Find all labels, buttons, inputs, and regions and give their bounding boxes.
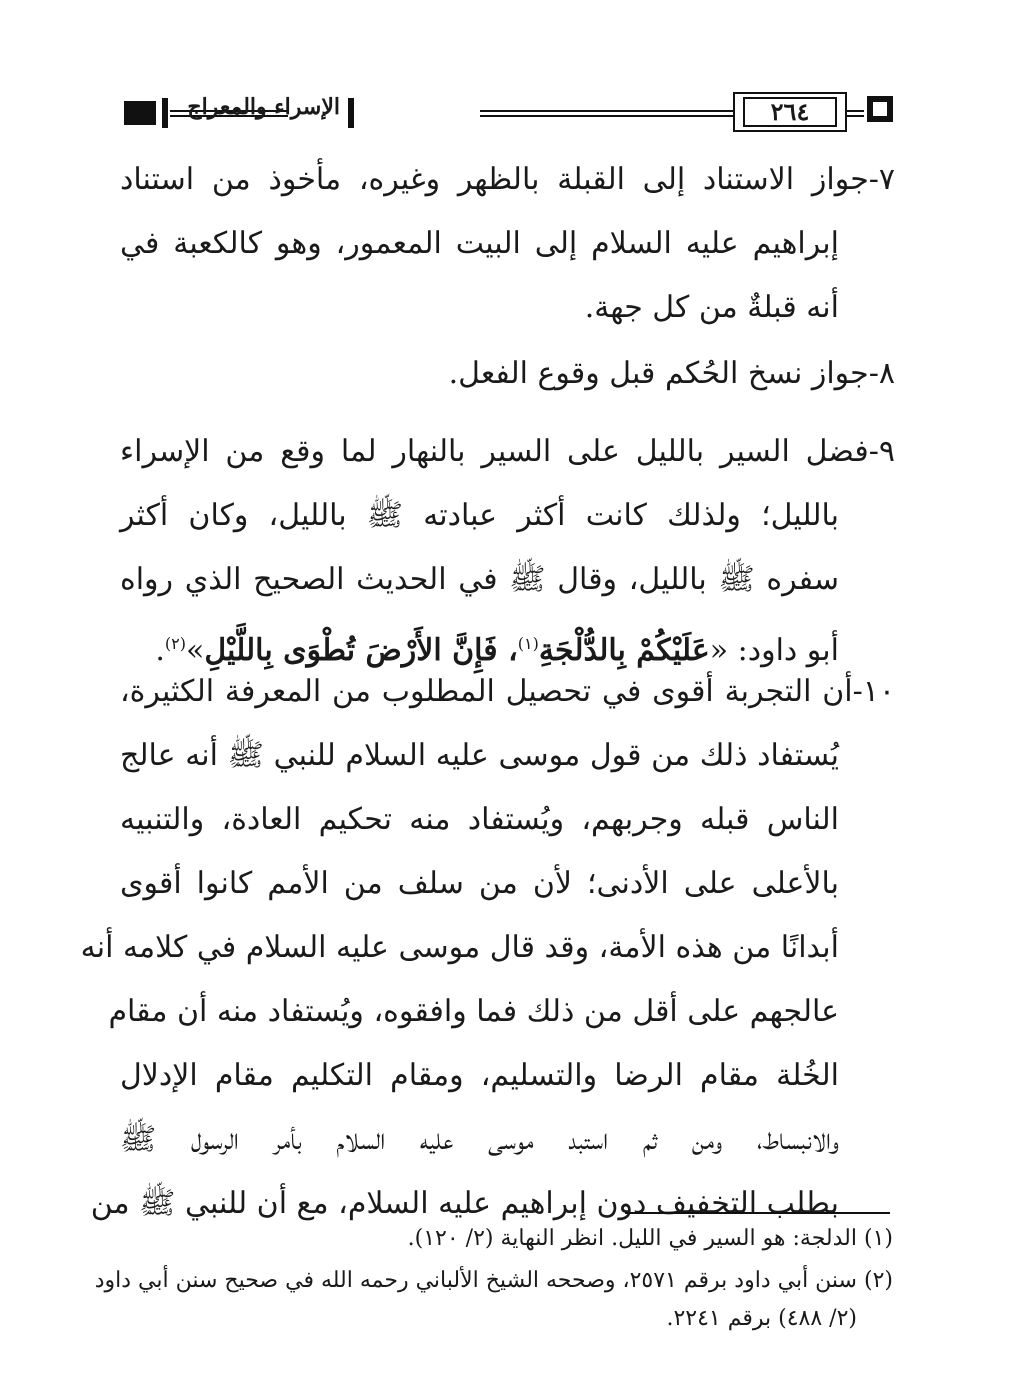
page-number: ٢٦٤	[770, 97, 810, 126]
list-item	[80, 660, 895, 1236]
header-rule	[846, 110, 864, 117]
text-line: إبراهيم عليه السلام إلى البيت المعمور، وهو كالكعبة في	[120, 226, 839, 261]
text-line: والانبساط، ومن ثم استبد موسى عليه السلام بأمر الرسول ﷺ	[120, 1122, 839, 1157]
list-item	[120, 342, 895, 406]
page-number-frame	[733, 92, 847, 132]
header-ornament-square	[124, 101, 156, 125]
running-header	[120, 90, 895, 140]
header-ornament-bar	[162, 98, 168, 128]
text-line: ٧-جواز الاستناد إلى القبلة بالظهر وغيره، مأخوذ من استناد	[120, 162, 895, 197]
list-item	[120, 420, 895, 676]
list-item	[120, 148, 895, 340]
text-line: الناس قبله وجربهم، ويُستفاد منه تحكيم العادة، والتنبيه	[120, 802, 839, 837]
text-line: أنه قبلةٌ من كل جهة.	[584, 290, 839, 325]
text-line: الخُلة مقام الرضا والتسليم، ومقام التكليم مقام الإدلال	[120, 1058, 839, 1093]
text-line: ٨-جواز نسخ الحُكم قبل وقوع الفعل.	[448, 356, 895, 391]
text-line: أبدانًا من هذه الأمة، وقد قال موسى عليه السلام في كلامه أنه	[80, 930, 839, 965]
footnote-ref: (١)	[517, 634, 539, 653]
text-line: ٩-فضل السير بالليل على السير بالنهار لما وقع من الإسراء	[120, 434, 895, 469]
header-ornament-box	[867, 96, 893, 122]
text-line: ١٠-أن التجربة أقوى في تحصيل المطلوب من المعرفة الكثيرة،	[120, 674, 895, 709]
hadith-text: فَإِنَّ الأَرْضَ تُطْوَى بِاللَّيْلِ	[204, 633, 498, 668]
hadith-intro: أبو داود: «	[709, 633, 839, 668]
text-line: بالأعلى على الأدنى؛ لأن من سلف من الأمم كانوا أقوى	[120, 866, 840, 901]
hadith-close: »	[185, 633, 205, 668]
hadith-separator: ،	[497, 633, 518, 668]
footnote-separator	[625, 1212, 890, 1214]
footnote-ref: (٢)	[164, 634, 186, 653]
header-rule	[480, 110, 735, 117]
text-line: يُستفاد ذلك من قول موسى عليه السلام للنبي ﷺ أنه عالج	[120, 738, 839, 773]
footnote: (٢/ ٤٨٨) برقم ٢٢٤١.	[666, 1306, 857, 1331]
footnote: (١) الدلجة: هو السير في الليل. انظر النهاية (٢/ ١٢٠).	[407, 1226, 893, 1251]
hadith-text: عَلَيْكُمْ بِالدُّلْجَةِ	[538, 633, 710, 668]
header-ornament-bar	[348, 98, 354, 128]
running-title: الإسراء والمعراج	[187, 94, 340, 120]
sentence-end: .	[155, 633, 165, 668]
text-line: بالليل؛ ولذلك كانت أكثر عبادته ﷺ بالليل، وكان أكثر	[120, 498, 839, 533]
text-line: عالجهم على أقل من ذلك فما وافقوه، ويُستفاد منه أن مقام	[108, 994, 839, 1029]
text-line: بطلب التخفيف دون إبراهيم عليه السلام، مع أن للنبي ﷺ من	[90, 1186, 839, 1221]
footnote: (٢) سنن أبي داود برقم ٢٥٧١، وصححه الشيخ الألباني رحمه الله في صحيح سنن أبي داود	[94, 1268, 893, 1293]
text-line: سفره ﷺ بالليل، وقال ﷺ في الحديث الصحيح الذي رواه	[120, 562, 839, 597]
